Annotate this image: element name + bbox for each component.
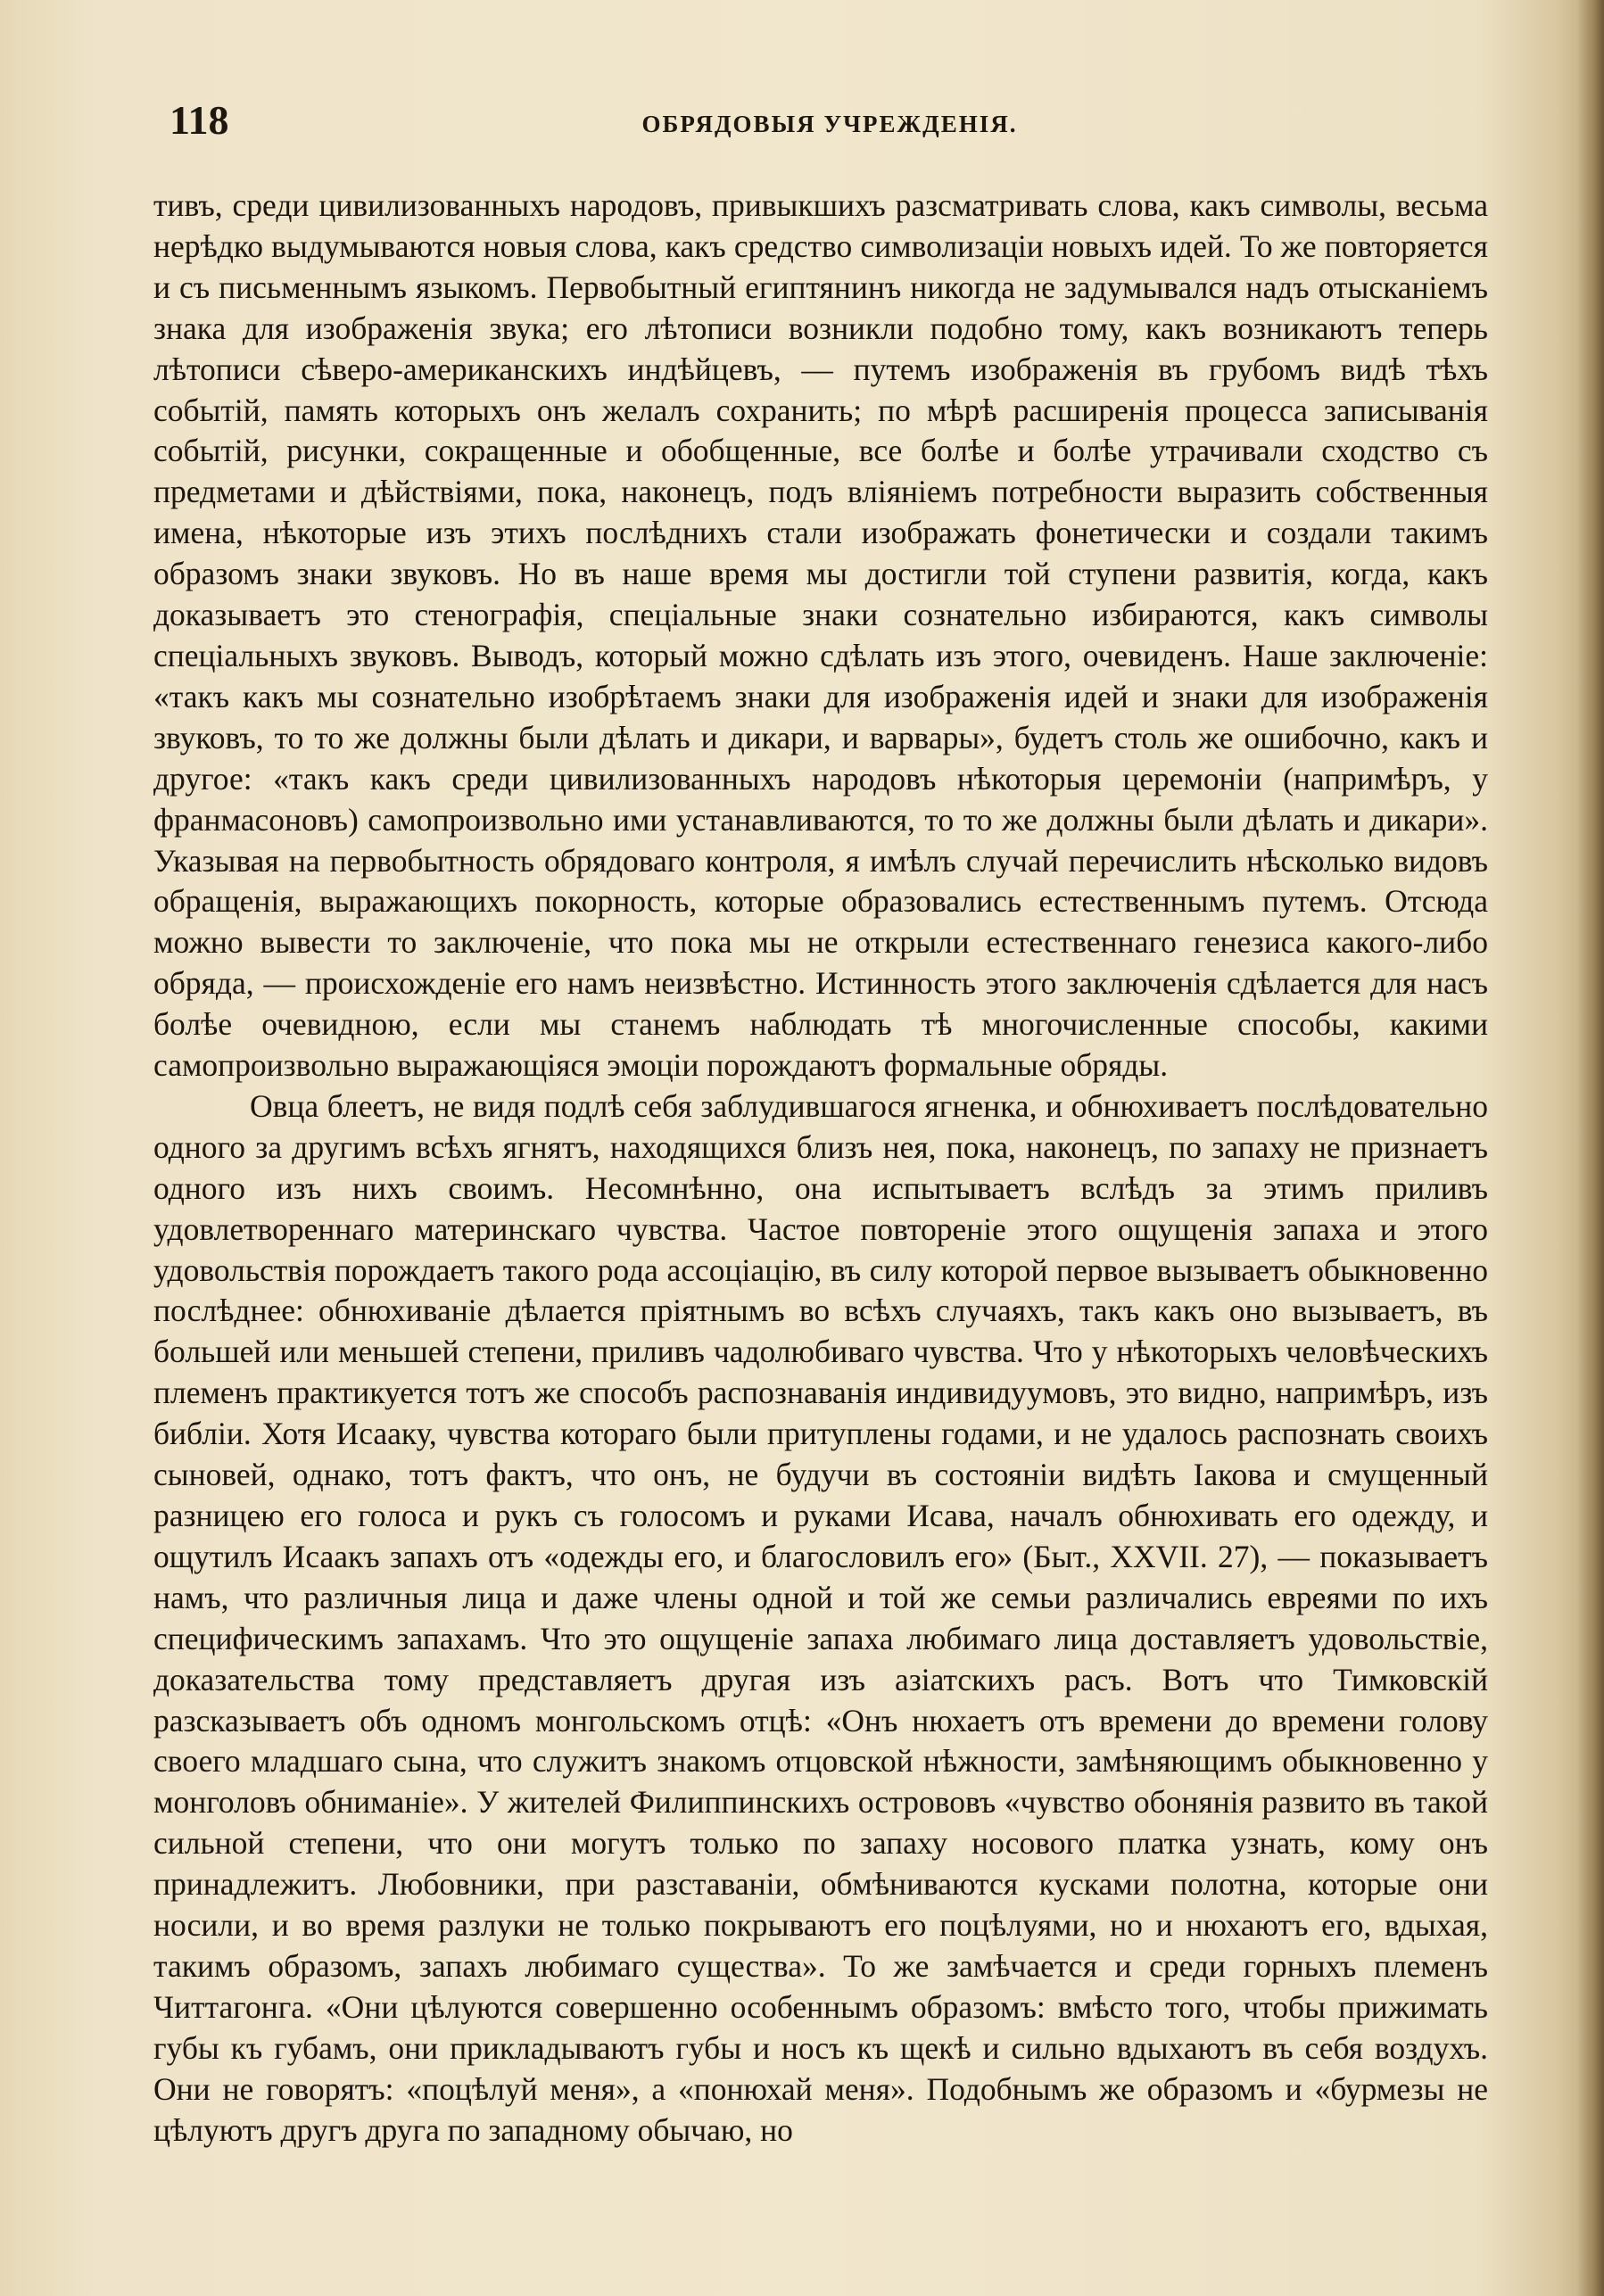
paragraph: Овца блеетъ, не видя подлѣ себя заблудившагося ягненка, и обнюхиваетъ послѣдовательно одного за другимъ всѣхъ ягнятъ, находящихся близъ нея, пока, наконецъ, по запаху не признаетъ одного изъ нихъ своимъ. Несомнѣнно, она испытываетъ вслѣдъ за этимъ приливъ удовлетвореннаго материнскаго чувства. Частое повтореніе этого ощущенія запаха и этого удовольствія порождаетъ такого рода ассоціацію, въ силу которой первое вызываетъ обыкновенно послѣднее: обнюхиваніе дѣлается пріятнымъ во всѣхъ случаяхъ, такъ какъ оно вызываетъ, въ большей или меньшей степени, приливъ чадолюбиваго чувства. Что у нѣкоторыхъ человѣческихъ племенъ практикуется тотъ же способъ распознаванія индивидуумовъ, это видно, напримѣръ, изъ библіи. Хотя Исааку, чувства котораго были притуплены годами, и не удалось распознать своихъ сыновей, однако, тотъ фактъ, что онъ, не будучи въ состояніи видѣть Іакова и смущенный разницею его голоса и рукъ съ голосомъ и руками Исава, началъ обнюхивать его одежду, и ощутилъ Исаакъ запахъ отъ «одежды его, и благословилъ его» (Быт., XXVII. 27), — показываетъ намъ, что различныя лица и даже члены одной и той же семьи различались евреями по ихъ специфическимъ запахамъ. Что это ощущеніе запаха любимаго лица доставляетъ удовольствіе, доказательства тому представляетъ другая изъ азіатскихъ расъ. Вотъ что Тимковскій разсказываетъ объ одномъ монгольскомъ отцѣ: «Онъ нюхаетъ отъ времени до времени голову своего младшаго сына, что служитъ знакомъ отцовской нѣжности, замѣняющимъ обыкновенно у монголовъ обниманіе». У жителей Филиппинскихъ острововъ «чувство обонянія развито въ такой сильной степени, что они могутъ только по запаху носового платка узнать, кому онъ принадлежитъ. Любовники, при разставаніи, обмѣниваются кусками полотна, которые они носили, и во время разлуки не только покрываютъ его поцѣлуями, но и нюхаютъ его, вдыхая, такимъ образомъ, запахъ любимаго существа». То же замѣчается и среди горныхъ племенъ Читтагонга. «Они цѣлуются совершенно особеннымъ образомъ: вмѣсто того, чтобы прижимать губы къ губамъ, они прикладываютъ губы и носъ къ щекѣ и сильно вдыхаютъ въ себя воздухъ. Они не говорятъ: «поцѣлуй меня», а «понюхай меня». Подобнымъ же образомъ и «бурмезы не цѣлуютъ другъ друга по западному обычаю, но: [153, 1087, 1488, 2148]
running-head: ОБРЯДОВЫЯ УЧРЕЖДЕНІЯ.: [641, 111, 1018, 137]
page-header: [169, 96, 1490, 150]
page-edge-shadow: [1577, 0, 1604, 2296]
paragraph: тивъ, среди цивилизованныхъ народовъ, привыкшихъ разсматривать слова, какъ символы, весьма нерѣдко выдумываются новыя слова, какъ средство символизаціи новыхъ идей. То же повторяется и съ письменнымъ языкомъ. Первобытный египтянинъ никогда не задумывался надъ отысканіемъ знака для изображенія звука; его лѣтописи возникли подобно тому, какъ возникаютъ теперь лѣтописи сѣверо-американскихъ индѣйцевъ, — путемъ изображенія въ грубомъ видѣ тѣхъ событій, память которыхъ онъ желалъ сохранить; по мѣрѣ расширенія процесса записыванія событій, рисунки, сокращенные и обобщенные, все болѣе и болѣе утрачивали сходство съ предметами и дѣйствіями, пока, наконецъ, подъ вліяніемъ потребности выразить собственныя имена, нѣкоторые изъ этихъ послѣднихъ стали изображать фонетически и создали такимъ образомъ знаки звуковъ. Но въ наше время мы достигли той ступени развитія, когда, какъ доказываетъ это стенографія, спеціальные знаки сознательно избираются, какъ символы спеціальныхъ звуковъ. Выводъ, который можно сдѣлать изъ этого, очевиденъ. Наше заключеніе: «такъ какъ мы сознательно изобрѣтаемъ знаки для изображенія идей и знаки для изображенія звуковъ, то то же должны были дѣлать и дикари, и варвары», будетъ столь же ошибочно, какъ и другое: «такъ какъ среди цивилизованныхъ народовъ нѣкоторыя церемоніи (напримѣръ, у франмасоновъ) самопроизвольно ими устанавливаются, то то же должны были дѣлать и дикари». Указывая на первобытность обрядоваго контроля, я имѣлъ случай перечислить нѣсколько видовъ обращенія, выражающихъ покорность, которые образовались естественнымъ путемъ. Отсюда можно вывести то заключеніе, что пока мы не открыли естественнаго генезиса какого-либо обряда, — происхожденіе его намъ неизвѣстно. Истинность этого заключенія сдѣлается для насъ болѣе очевидною, если мы станемъ наблюдать тѣ многочисленные способы, какими самопроизвольно выражающіяся эмоціи порождаютъ формальные обряды.: [153, 187, 1488, 1084]
body-text: [153, 186, 1488, 2151]
page-number: 118: [169, 97, 229, 143]
